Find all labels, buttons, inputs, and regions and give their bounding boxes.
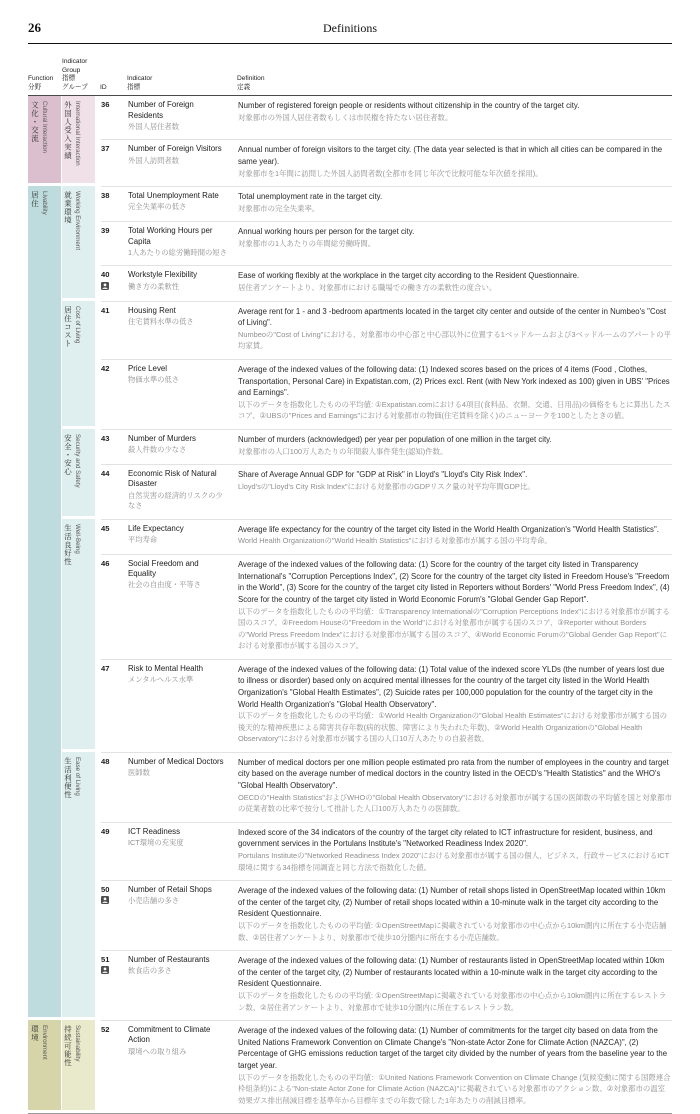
resident-questionnaire-icon [101,282,109,290]
indicator-id-number: 40 [101,270,110,280]
group-name-ja: 外国人受入実績 [63,101,73,161]
indicator-id-number: 51 [101,955,110,965]
indicator-name-ja: 医師数 [128,767,150,777]
table-row [101,519,672,554]
definition-ja: 対象都市の完全失業率。 [238,203,320,213]
definition-en: Average rent for 1 - and 3 -bedroom apartments located in the target city center and outside of the center in Numbeo's "Cost of Living". [238,306,666,328]
indicator-id [101,524,128,533]
column-header-function-en: Function [28,75,54,83]
group-cell-working-environment [62,186,95,297]
definition-en: Number of murders (acknowledged) per year per population of one million in the target city. [238,434,552,444]
indicator-id [101,885,128,904]
indicator-name-ja: 飲食店の多さ [128,966,172,976]
table-row [101,880,672,950]
indicator-name-en: Number of Foreign Visitors [128,144,222,154]
indicator-id-number: 47 [101,663,110,673]
indicator-name-en: Total Unemployment Rate [128,191,219,201]
indicator-id [101,270,128,289]
indicator-name-en: Number of Retail Shops [128,885,212,895]
group-name-en: Working Environment [73,191,81,251]
definition-en: Average of the indexed values of the following data: (1) Indexed scores based on the prices of 4 items (Food , Clothes, Transportation, Personal Care) in Expatistan.com, (2) Prices excl. Rent (with New York indexed as 100) given in UBS' "Prices and Earnings". [238,364,670,398]
definition-en: Indexed score of the 34 indicators of the country of the target city related to ICT infrastructure for resident, business, and government services in the Portulans Institute's "Networked Readiness Index 2020". [238,827,653,849]
indicator-id [101,226,128,235]
function-block-livability [28,186,672,1020]
definition-en: Share of Average Annual GDP for "GDP at Risk" in Lloyd's "Lloyd's City Risk Index". [238,470,528,480]
definition-en: Number of registered foreign people or residents without citizenship in the country of the target city. [238,101,580,111]
group-cell-well-being [62,519,95,749]
function-name-en: Cultural Interaction [40,101,48,154]
indicator-id [101,306,128,315]
group-name-en: International Interaction [73,101,81,166]
column-header-function-ja: 分野 [28,83,42,91]
definition-ja: 以下のデータを指数化したものの平均値：①United Nations Framework Convention on Climate Change (気候変動に関する国際連合枠組条約)による"Non-state Actor Zone for Climate Action (NAZCA)"に掲載されている対象都市のアクション数、②対象都市の温室効果ガス排出削減目標を基準年から目標年までの年数で除した1年あたりの削減目標率。 [238,1072,671,1105]
function-block-cultural-interaction [28,96,672,186]
table-row [101,139,672,186]
indicator-id-number: 49 [101,826,110,836]
group-cell-international-interaction [62,96,95,183]
definition-ja: 以下のデータを指数化したものの平均値：①Transparency Internationalの"Corruption Perceptions Index"における対象都市が属する国のスコア、②Freedom Houseの"Freedom in the World"における対象都市が属する国のスコア、③Reporter without Bordersの"World Press Freedom Index"における対象都市が属する国のスコア、④World Economic Forumの"Global Gender Gap Report"における対象都市が属する国のスコア。 [238,606,670,651]
definition-ja: 居住者アンケートより、対象都市における職場での働き方の柔軟性の度合い。 [238,283,497,293]
table-row [101,464,672,519]
group-cell-ease-of-living [62,752,95,1017]
definition-ja: OECDの"Health Statistics"およびWHOの"Global Health Observatory"における対象都市が属する国の医師数の平均値を国と対象都市の従業者数の比率で按分して推計した人口100万人あたりの医師数。 [238,792,672,814]
indicator-name-ja: ICT環境の充実度 [128,837,184,847]
table-row [101,554,672,659]
indicator-name-en: ICT Readiness [128,826,181,836]
indicator-id [101,469,128,478]
indicator-name-ja: 外国人居住者数 [128,121,180,131]
table-row [101,301,672,359]
group-name-ja: 持続可能性 [63,1025,73,1068]
indicator-id [101,664,128,673]
function-name-ja: 環境 [30,1025,40,1042]
table-row [101,359,672,429]
indicator-id [101,955,128,974]
definition-ja: 以下のデータを指数化したものの平均値: ①OpenStreetMapに掲載されている対象都市の中心点から10km圏内に所在する小売店舗数、②居住者アンケートより、対象都市で徒歩10分圏内に所在する小売店舗数。 [238,921,667,942]
group-name-en: Well-Being [73,523,81,554]
definition-ja: 以下のデータを指数化したものの平均値：①World Health Organizationの"Global Health Estimates"における対象都市が属する国の後天的な精神疾患による障害共存年数(病的状態、障害により失われた年数)、②World Health Organizationの"Global Health Observatory"における対象都市が属する国の人口10万人あたりの自殺者数。 [238,711,667,744]
group-name-ja: 安全・安心 [63,433,73,476]
group-block-well-being [62,519,672,752]
page-header [28,20,672,36]
page-title: Definitions [323,21,377,35]
indicator-name-ja: 社会の自由度・平等さ [128,580,201,590]
function-cell-livability [28,186,61,1017]
indicator-name-en: Number of Foreign Residents [128,100,194,120]
column-header-function [28,75,62,92]
group-name-en: Ease of Living [73,756,81,796]
group-name-ja: 生活良好性 [63,523,73,566]
definition-en: Average of the indexed values of the following data: (1) Number of restaurants listed in OpenStreetMap located within 10km of the center of the target city, (2) Number of restaurants located within a 10-minute walk in the target city according to the Resident Questionnaire. [238,956,665,989]
function-name-en: Livability [40,191,48,215]
indicator-id [101,191,128,200]
table-row [101,186,672,221]
group-cell-sustainability [62,1020,95,1110]
definition-en: Ease of working flexibly at the workplace in the target city according to the Resident Questionnaire. [238,271,580,281]
table-row [101,752,672,822]
function-name-ja: 居住 [30,191,40,209]
table-row [101,96,672,139]
indicator-id-number: 37 [101,144,110,154]
indicator-id-number: 42 [101,363,110,373]
definition-en: Total unemployment rate in the target city. [238,192,383,202]
indicator-id [101,434,128,443]
definition-en: Average of the indexed values of the following data: (1) Total value of the indexed score YLDs (the number of years lost due to illness or disorder) based only on acquired mental illnesses for the country of the target city listed in the World Health Organization's "Global Health Estimates", (2) Suicide rates per 100,000 population for the country of the target city in the World Health Organization's "Global Health Observatory". [238,664,665,709]
column-header-indicator: Indicator 指標 [127,75,153,91]
definition-en: Number of medical doctors per one million people estimated pro rata from the number of employees in the country and target city based on the average number of medical doctors in the country listed in the OECD's "Health Statistics" and the WHO's "Global Health Observatory". [238,757,669,791]
table-row [101,659,672,752]
definition-ja: 対象都市の外国人居住者数もしくは市民権を持たない居住者数。 [238,112,453,122]
table-row [101,822,672,880]
indicator-id [101,1025,128,1034]
page-number: 26 [28,20,41,35]
indicator-id [101,364,128,373]
indicator-id-number: 39 [101,226,110,236]
indicator-name-en: Life Expectancy [128,523,184,533]
column-header-definition: Definition 定義 [237,75,265,91]
indicator-id-number: 41 [101,305,110,315]
indicator-id-number: 50 [101,885,110,895]
indicator-name-ja: 平均寿命 [128,535,158,545]
definition-en: Annual working hours per person for the target city. [238,227,415,237]
indicator-id-number: 38 [101,191,110,201]
indicator-id [101,100,128,109]
indicator-id [101,827,128,836]
definition-ja: World Health Organizationの"World Health Statistics"における対象都市が属する国の平均寿命。 [238,536,552,546]
group-block-ease-of-living [62,752,672,1020]
function-name-en: Environment [40,1025,48,1060]
column-header-id: ID [100,83,107,91]
definitions-table [28,96,672,1114]
indicator-name-ja: 働き方の柔軟性 [128,281,180,291]
column-header-indicator-group: Indicator Group 指標 グループ [62,58,88,91]
definition-ja: 以下のデータを指数化したものの平均値: ①Expatistan.comにおける4項目(食料品、衣類、交通、日用品)の価格をもとに算出したスコア、②UBSの"Prices and Earnings"における対象都市の物価(住宅賃料を除く)のニューヨークを100としたときの値。 [238,400,671,421]
indicator-name-en: Risk to Mental Health [128,663,203,673]
indicator-name-en: Commitment to Climate Action [128,1025,211,1045]
group-name-ja: 居住コスト [63,305,73,348]
indicator-name-en: Total Working Hours per Capita [128,226,213,246]
indicator-name-en: Price Level [128,363,168,373]
indicator-id-number: 45 [101,523,110,533]
definition-ja: 対象都市の1人あたりの年間総労働時間。 [238,239,376,249]
indicator-id-number: 48 [101,756,110,766]
indicator-name-ja: 外国人訪問者数 [128,155,180,165]
group-block-security-and-safety [62,429,672,519]
indicator-name-ja: 1人あたりの総労働時間の短さ [128,247,227,257]
definition-en: Annual number of foreign visitors to the target city. (The data year selected is that in which all cities can be compared in the same year). [238,145,663,167]
group-block-international-interaction [62,96,672,186]
indicator-name-ja: 殺人件数の少なさ [128,445,187,455]
indicator-id-number: 43 [101,433,110,443]
table-row [101,221,672,265]
indicator-id-number: 52 [101,1025,110,1035]
function-cell-environment [28,1020,61,1110]
indicator-name-en: Housing Rent [128,305,176,315]
indicator-name-ja: 物価水準の低さ [128,375,180,385]
indicator-name-en: Workstyle Flexibility [128,270,198,280]
indicator-id-number: 46 [101,558,110,568]
indicator-name-en: Social Freedom and Equality [128,558,199,579]
definition-en: Average of the indexed values of the following data: (1) Number of commitments for the target city based on data from the United Nations Framework Convention on Climate Change's "Non-state Actor Zone for Climate Action (NAZCA)", (2) Percentage of GHG emissions reduction target of the target city divided by the number of years from the baseline year to the target year. [238,1026,668,1071]
definition-ja: 対象都市の人口100万人あたりの年間殺人事件発生(認知)件数。 [238,446,448,456]
indicator-id [101,144,128,153]
indicator-name-ja: 小売店舗の多さ [128,896,180,906]
table-row [101,265,672,300]
definition-ja: Numbeoの"Cost of Living"における、対象都市の中心部と中心部以外に位置する1ベッドルームおよび3ベッドルームのアパートの平均家賃。 [238,330,671,351]
table-column-headers [28,44,672,96]
group-block-sustainability [62,1020,672,1113]
definition-en: Average of the indexed values of the following data: (1) Number of retail shops listed in OpenStreetMap located within 10km of the center of the target city, (2) Number of retail shops located within a 10-minute walk in the target city according to the Resident Questionnaire. [238,886,666,919]
resident-questionnaire-icon [101,966,109,974]
function-cell-cultural-interaction [28,96,61,183]
indicator-name-ja: 自然災害の経済的リスクの少なさ [128,490,223,511]
table-row [101,950,672,1020]
group-block-working-environment [62,186,672,300]
indicator-name-ja: メンタルヘルス水準 [128,674,194,684]
definition-en: Average of the indexed values of the following data: (1) Score for the country of the target city listed in Transparency International's "Corruption Perceptions Index", (2) Score for the country of the target city listed in Freedom House's "Freedom in the World", (3) Score for the country of the target city listed in Reporters without Borders' "World Press Freedom Index", (4) Score for the country of the target city listed in World Economic Forum's "Global Gender Gap Report". [238,559,670,604]
definition-ja: 以下のデータを指数化したものの平均値: ①OpenStreetMapに掲載されている対象都市の中心点から10km圏内に所在するレストラン数、②居住者アンケートより、対象都市で徒歩10分圏内に所在するレストラン数。 [238,991,667,1012]
table-row [101,1020,672,1113]
definition-en: Average life expectancy for the country of the target city listed in the World Health Organization's "World Health Statistics". [238,524,659,534]
indicator-id-number: 36 [101,100,110,110]
definition-ja: Portulans Instituteの"Networked Readiness Index 2020"における対象都市が属する国の個人、ビジネス、行政サービスにおけるICT環境に関する34指標を同調査と同じ方法で指数化した値。 [238,851,670,872]
indicator-name-en: Number of Murders [128,433,196,443]
group-name-ja: 生活利便性 [63,756,73,799]
indicator-id [101,559,128,568]
group-name-en: Sustainability [73,1025,81,1062]
table-row [101,429,672,464]
function-block-environment [28,1020,672,1113]
group-name-en: Security and Safety [73,433,81,488]
resident-questionnaire-icon [101,896,109,904]
group-name-ja: 就業環境 [63,191,73,225]
group-cell-security-and-safety [62,429,95,516]
group-cell-cost-of-living [62,301,95,426]
indicator-name-en: Economic Risk of Natural Disaster [128,469,217,489]
indicator-name-ja: 住宅賃料水準の低さ [128,316,194,326]
indicator-name-en: Number of Medical Doctors [128,756,224,766]
definition-ja: Lloyd'sの"Lloyd's City Risk Index"における対象都市のGDPリスク量の対平均年間GDP比。 [238,481,535,491]
group-block-cost-of-living [62,301,672,429]
definition-ja: 対象都市を1年間に訪問した外国人訪問者数(全都市を同じ年次で比較可能な年次値を採用)。 [238,168,543,178]
indicator-name-en: Number of Restaurants [128,955,210,965]
indicator-id [101,757,128,766]
function-name-ja: 文化・交流 [30,101,40,144]
group-name-en: Cost of Living [73,305,81,344]
indicator-name-ja: 完全失業率の低さ [128,202,187,212]
indicator-name-ja: 環境への取り組み [128,1046,187,1056]
indicator-id-number: 44 [101,469,110,479]
